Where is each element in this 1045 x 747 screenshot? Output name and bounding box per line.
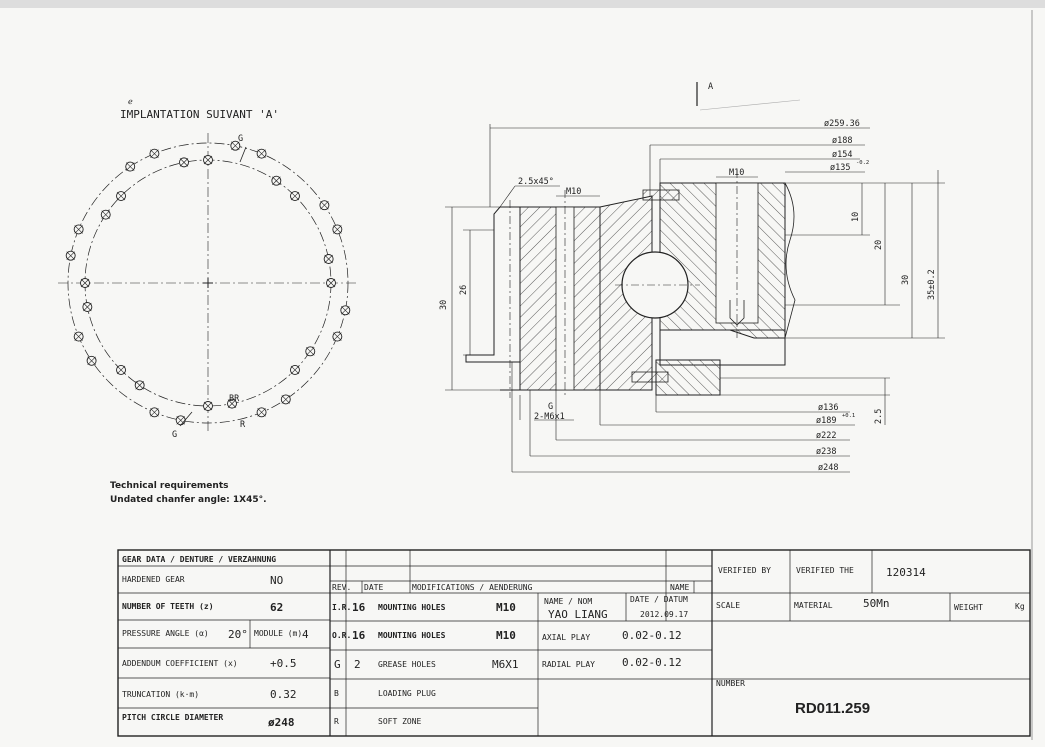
mounting-hole bbox=[333, 332, 342, 341]
dim-259-36: ø259.36 bbox=[824, 119, 860, 129]
mounting-hole bbox=[74, 332, 83, 341]
gear-row-label: PITCH CIRCLE DIAMETER bbox=[122, 713, 224, 722]
verified-by-label: VERIFIED BY bbox=[718, 566, 771, 575]
hole-desc: GREASE HOLES bbox=[378, 660, 436, 669]
hole-code: R bbox=[334, 717, 339, 726]
gear-table-header: GEAR DATA / DENTURE / VERZAHNUNG bbox=[122, 555, 277, 564]
dim-m10-left: M10 bbox=[566, 187, 582, 197]
axial-value: 0.02-0.12 bbox=[622, 629, 682, 642]
gear-row-value: +0.5 bbox=[270, 657, 297, 670]
svg-text:ℯ: ℯ bbox=[128, 97, 133, 106]
view-title: IMPLANTATION SUIVANT 'A' bbox=[120, 108, 279, 121]
scale-label: SCALE bbox=[716, 601, 741, 610]
mounting-hole bbox=[135, 381, 144, 390]
mounting-hole bbox=[341, 306, 350, 315]
mounting-hole bbox=[281, 395, 290, 404]
dim-238: ø238 bbox=[816, 447, 837, 457]
mounting-hole bbox=[204, 156, 213, 165]
mounting-hole bbox=[306, 347, 315, 356]
weight-unit: Kg bbox=[1015, 602, 1025, 611]
axial-label: AXIAL PLAY bbox=[542, 633, 591, 642]
material-value: 50Mn bbox=[863, 597, 890, 610]
label-g-bottom: G bbox=[172, 430, 178, 440]
mounting-hole bbox=[87, 356, 96, 365]
mounting-hole bbox=[333, 225, 342, 234]
name-value: YAO LIANG bbox=[548, 608, 608, 621]
gear-row-label: PRESSURE ANGLE (α) bbox=[122, 629, 209, 638]
hole-spec: M6X1 bbox=[492, 658, 519, 671]
gear-row-label: ADDENDUM COEFFICIENT (x) bbox=[122, 659, 238, 668]
dim-248: ø248 bbox=[818, 463, 839, 473]
mounting-hole bbox=[290, 365, 299, 374]
mounting-hole bbox=[257, 149, 266, 158]
hole-qty: 16 bbox=[352, 601, 366, 614]
mounting-hole bbox=[74, 225, 83, 234]
note-line-2: Undated chanfer angle: 1X45°. bbox=[110, 495, 267, 505]
dim-189: ø189 bbox=[816, 416, 837, 426]
mounting-hole bbox=[290, 192, 299, 201]
mounting-hole bbox=[81, 279, 90, 288]
mounting-hole bbox=[126, 162, 135, 171]
dim-m10-right: M10 bbox=[729, 168, 745, 178]
hole-spec: M10 bbox=[496, 601, 516, 614]
mounting-hole bbox=[117, 192, 126, 201]
dim-188: ø188 bbox=[832, 136, 853, 146]
dim-189-tol: +0.1 bbox=[842, 413, 856, 419]
hole-desc: SOFT ZONE bbox=[378, 717, 422, 726]
mounting-hole bbox=[320, 201, 329, 210]
mounting-hole bbox=[176, 416, 185, 425]
dim-35: 35±0.2 bbox=[927, 269, 937, 300]
dim-chamfer: 2.5x45° bbox=[518, 177, 554, 187]
mounting-hole bbox=[204, 402, 213, 411]
dim-10: 10 bbox=[851, 211, 861, 222]
col-date: DATE bbox=[364, 583, 384, 592]
gear-row-value: ø248 bbox=[268, 716, 295, 729]
mounting-hole bbox=[327, 279, 336, 288]
grease-g-label: G bbox=[548, 402, 554, 412]
material-label: MATERIAL bbox=[794, 601, 833, 610]
dim-135: ø135 bbox=[830, 163, 851, 173]
section-label: A bbox=[708, 82, 714, 92]
name-label: NAME / NOM bbox=[544, 597, 593, 606]
gear-row-value: 0.32 bbox=[270, 688, 297, 701]
hole-code: I.R. bbox=[332, 603, 352, 612]
gear-row-value: 20° bbox=[228, 628, 248, 641]
hole-code: O.R. bbox=[332, 631, 352, 640]
dim-20: 20 bbox=[874, 239, 884, 250]
gear-row-label: TRUNCATION (k·m) bbox=[122, 690, 200, 699]
gear-row-label-2: MODULE (m) bbox=[254, 629, 303, 638]
mounting-hole bbox=[101, 210, 110, 219]
mounting-hole bbox=[324, 255, 333, 264]
mounting-hole bbox=[150, 408, 159, 417]
mounting-hole bbox=[257, 408, 266, 417]
hole-desc: MOUNTING HOLES bbox=[378, 603, 446, 612]
dim-26: 26 bbox=[459, 284, 469, 295]
dim-30-right: 30 bbox=[901, 274, 911, 285]
dim-2-5: 2.5 bbox=[874, 408, 884, 424]
mounting-hole bbox=[117, 365, 126, 374]
dim-222: ø222 bbox=[816, 431, 837, 441]
dim-135-tol: -0.2 bbox=[856, 160, 870, 166]
note-line-1: Technical requirements bbox=[110, 481, 229, 491]
mounting-hole bbox=[272, 176, 281, 185]
mounting-hole bbox=[83, 302, 92, 311]
drawing-number: RD011.259 bbox=[795, 700, 871, 717]
gear-row-label: NUMBER OF TEETH (z) bbox=[122, 602, 214, 611]
dim-136: ø136 bbox=[818, 403, 839, 413]
hole-code: G bbox=[334, 658, 341, 671]
hole-spec: M10 bbox=[496, 629, 516, 642]
hole-desc: MOUNTING HOLES bbox=[378, 631, 446, 640]
date-value: 2012.09.17 bbox=[640, 610, 689, 619]
label-br: BR bbox=[229, 394, 240, 404]
mounting-hole bbox=[180, 158, 189, 167]
dim-154: ø154 bbox=[832, 150, 853, 160]
verified-the-label: VERIFIED THE bbox=[796, 566, 854, 575]
hole-desc: LOADING PLUG bbox=[378, 689, 436, 698]
verified-value: 120314 bbox=[886, 566, 926, 579]
number-label: NUMBER bbox=[716, 679, 745, 688]
col-modifications: MODIFICATIONS / AENDERUNG bbox=[412, 583, 533, 592]
mounting-hole bbox=[66, 251, 75, 260]
hole-qty: 16 bbox=[352, 629, 366, 642]
hole-code: B bbox=[334, 689, 339, 698]
dim-30-left: 30 bbox=[439, 299, 449, 310]
date-label: DATE / DATUM bbox=[630, 595, 688, 604]
gear-row-value: 62 bbox=[270, 601, 284, 614]
label-r: R bbox=[240, 420, 246, 430]
gear-row-value-2: 4 bbox=[302, 628, 309, 641]
label-g-top: G bbox=[238, 134, 244, 144]
radial-label: RADIAL PLAY bbox=[542, 660, 595, 669]
grease-hole-label: 2-M6x1 bbox=[534, 412, 565, 422]
gear-row-label: HARDENED GEAR bbox=[122, 575, 185, 584]
weight-label: WEIGHT bbox=[954, 603, 983, 612]
col-rev: REV. bbox=[332, 583, 352, 592]
col-name: NAME bbox=[670, 583, 690, 592]
gear-row-value: NO bbox=[270, 574, 284, 587]
hole-qty: 2 bbox=[354, 658, 361, 671]
radial-value: 0.02-0.12 bbox=[622, 656, 682, 669]
mounting-hole bbox=[150, 149, 159, 158]
